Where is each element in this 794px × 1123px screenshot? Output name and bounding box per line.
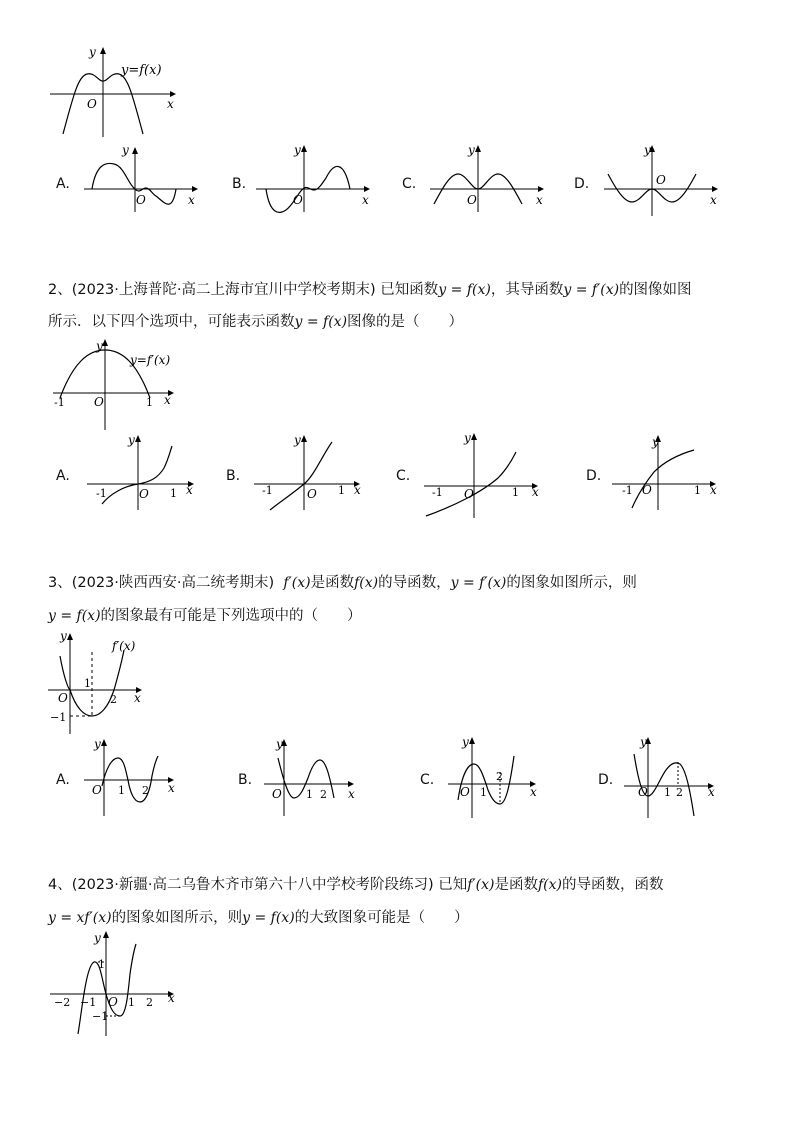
tick-neg1: -1 [622,484,633,497]
y-axis-label: y [468,143,475,157]
x-axis-label: x [708,785,715,799]
q3-option-c-graph[interactable] [448,734,548,820]
x-axis-label: x [167,97,174,111]
tick-1: 1 [694,484,701,497]
q4-stem-line1: 4、(2023·新疆·高二乌鲁木齐市第六十八中学校考阶段练习) 已知f′(x)是函数f(x)的导函数，函数 [48,877,664,893]
tick-neg1: -1 [262,484,273,497]
x-axis-label: x [532,485,539,499]
q2-option-c-graph[interactable] [424,432,549,522]
q1-main-graph [45,42,185,142]
tick-neg1: -1 [54,396,65,409]
q4-main-graph [46,930,186,1040]
tick-yneg1: −1 [92,1010,109,1023]
tick-1: 1 [480,786,487,799]
origin-label: O [58,691,68,705]
q3-option-d-label: D. [598,772,614,788]
q3-option-a-graph[interactable] [84,738,184,818]
y-axis-label: y [94,737,101,751]
curve-label: y=f′(x) [130,353,171,367]
tick-neg1: −1 [80,996,97,1009]
x-axis-label: x [536,193,543,207]
q2-option-b-graph[interactable] [254,432,374,512]
q1-option-c-graph[interactable] [430,144,550,214]
origin-label: O [464,487,474,501]
tick-2: 2 [320,788,327,801]
tick-neg1: -1 [432,486,443,499]
y-axis-label: y [96,339,103,353]
x-axis-label: x [168,991,175,1005]
y-axis-label: y [89,45,96,59]
tick-1: 1 [128,996,135,1009]
y-axis-label: y [94,931,101,945]
q1-option-b-graph[interactable] [256,144,376,214]
q1-option-a-label: A. [56,176,70,192]
x-axis-label: x [168,781,175,795]
tick-1: 1 [664,786,671,799]
origin-label: O [460,785,470,799]
q2-stem-line2: 所示．以下四个选项中，可能表示函数y = f(x)图像的是（ ） [48,314,464,330]
origin-label: O [87,97,97,111]
tick-2: 2 [676,786,683,799]
y-axis-label: y [640,735,647,749]
x-axis-label: x [362,193,369,207]
origin-label: O [108,995,118,1009]
origin-label: O [656,173,666,187]
x-axis-label: x [164,393,171,407]
q2-option-a-label: A. [56,468,70,484]
x-axis-label: x [188,193,195,207]
y-axis-label: y [652,435,659,449]
tick-neg2: −2 [54,996,71,1009]
tick-1: 1 [118,784,125,797]
origin-label: O [94,395,104,409]
y-axis-label: y [60,629,67,643]
tick-2: 2 [142,784,149,797]
y-axis-label: y [462,735,469,749]
tick-neg1: −1 [50,711,67,724]
q2-main-graph [48,338,188,433]
tick-1: 1 [338,484,345,497]
y-axis-label: y [276,737,283,751]
q3-main-graph [46,630,156,740]
q1-option-b-label: B. [232,176,247,192]
y-axis-label: y [294,433,301,447]
tick-2: 2 [146,996,153,1009]
q3-option-c-label: C. [420,772,435,788]
q2-option-d-label: D. [586,468,602,484]
q3-option-b-graph[interactable] [264,738,364,818]
q2-option-b-label: B. [226,468,241,484]
q2-option-d-graph[interactable] [612,432,732,512]
q2-option-c-label: C. [396,468,411,484]
tick-2: 2 [110,693,117,706]
y-axis-label: y [128,433,135,447]
x-axis-label: x [354,483,361,497]
q4-stem-line2: y = xf′(x)的图象如图所示，则y = f(x)的大致图象可能是（ ） [48,910,469,926]
tick-y1: 1 [98,958,105,971]
origin-label: O [642,483,652,497]
tick-1: 1 [146,396,153,409]
x-axis-label: x [186,483,193,497]
tick-1: 1 [170,487,177,500]
q3-option-d-graph[interactable] [624,734,724,820]
origin-label: O [293,193,303,207]
origin-label: O [638,785,648,799]
tick-1: 1 [84,677,91,690]
y-axis-label: y [644,143,651,157]
tick-1: 1 [512,486,519,499]
x-axis-label: x [710,483,717,497]
q3-option-b-label: B. [238,772,253,788]
x-axis-label: x [134,691,141,705]
origin-label: O [136,193,146,207]
curve-label: y=f(x) [121,63,162,78]
x-axis-label: x [530,785,537,799]
tick-2: 2 [496,770,503,783]
y-axis-label: y [294,143,301,157]
q2-stem-line1: 2、(2023·上海普陀·高二上海市宜川中学校考期末) 已知函数y = f(x)，其导函数y = f′(x)的图像如图 [48,282,692,298]
x-axis-label: x [710,193,717,207]
origin-label: O [307,487,317,501]
q3-option-a-label: A. [56,772,70,788]
q1-option-d-label: D. [574,176,590,192]
origin-label: O [139,487,149,501]
q1-option-c-label: C. [402,176,417,192]
origin-label: O [272,787,282,801]
x-axis-label: x [348,787,355,801]
q1-option-a-graph[interactable] [84,144,204,214]
tick-1: 1 [306,788,313,801]
q1-option-d-graph[interactable] [604,144,724,214]
q3-stem-line1: 3、(2023·陕西西安·高二统考期末) f′(x)是函数f(x)的导函数，y = f′(x)的图象如图所示，则 [48,575,637,591]
y-axis-label: y [464,431,471,445]
origin-label: O [467,193,477,207]
y-axis-label: y [122,143,129,157]
q2-option-a-graph[interactable] [82,432,202,512]
q3-stem-line2: y = f(x)的图象最有可能是下列选项中的（ ） [48,608,362,624]
curve-label: f′(x) [112,639,136,653]
origin-label: O [92,783,102,797]
tick-neg1: -1 [96,487,107,500]
